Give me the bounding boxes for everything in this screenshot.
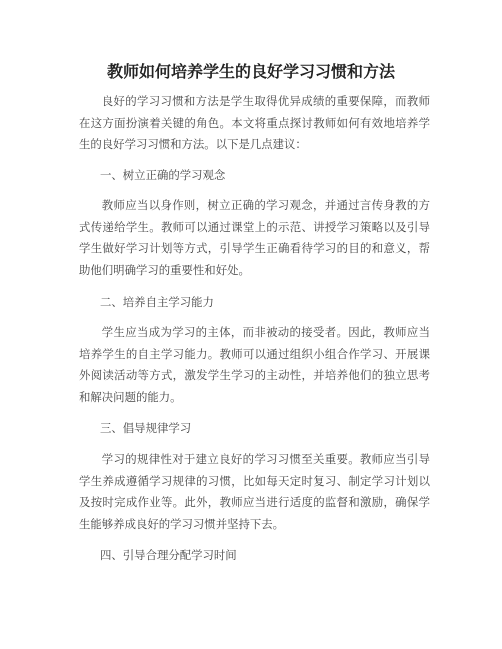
section-heading-2: 二、培养自主学习能力 bbox=[100, 295, 214, 309]
section-body-3: 学习的规律性对于建立良好的学习习惯至关重要。教师应当引导学生养成遵循学习规律的习惯，比如每天定时复习、制定学习计划以及按时完成作业等。此外，教师应当进行适度的监督和激励，确保学生能够养成良好的学习习惯并坚持下去。 bbox=[79, 452, 430, 531]
page-title: 教师如何培养学生的良好学习习惯和方法 bbox=[106, 62, 395, 81]
intro-paragraph: 良好的学习习惯和方法是学生取得优异成绩的重要保障，而教师在这方面扮演着关键的角色。本文将重点探讨教师如何有效地培养学生的良好学习习惯和方法。以下是几点建议： bbox=[79, 94, 430, 151]
section-body-1: 教师应当以身作则，树立正确的学习观念，并通过言传身教的方式传递给学生。教师可以通过课堂上的示范、讲授学习策略以及引导学生做好学习计划等方式，引导学生正确看待学习的目的和意义，帮助他们明确学习的重要性和好处。 bbox=[79, 198, 430, 277]
section-heading-1: 一、树立正确的学习观念 bbox=[100, 168, 226, 182]
section-body-2: 学生应当成为学习的主体，而非被动的接受者。因此，教师应当培养学生的自主学习能力。教师可以通过组织小组合作学习、开展课外阅读活动等方式，激发学生学习的主动性，并培养他们的独立思考和解决问题的能力。 bbox=[79, 325, 430, 404]
section-heading-3: 三、倡导规律学习 bbox=[100, 421, 192, 435]
section-heading-4: 四、引导合理分配学习时间 bbox=[100, 548, 237, 562]
